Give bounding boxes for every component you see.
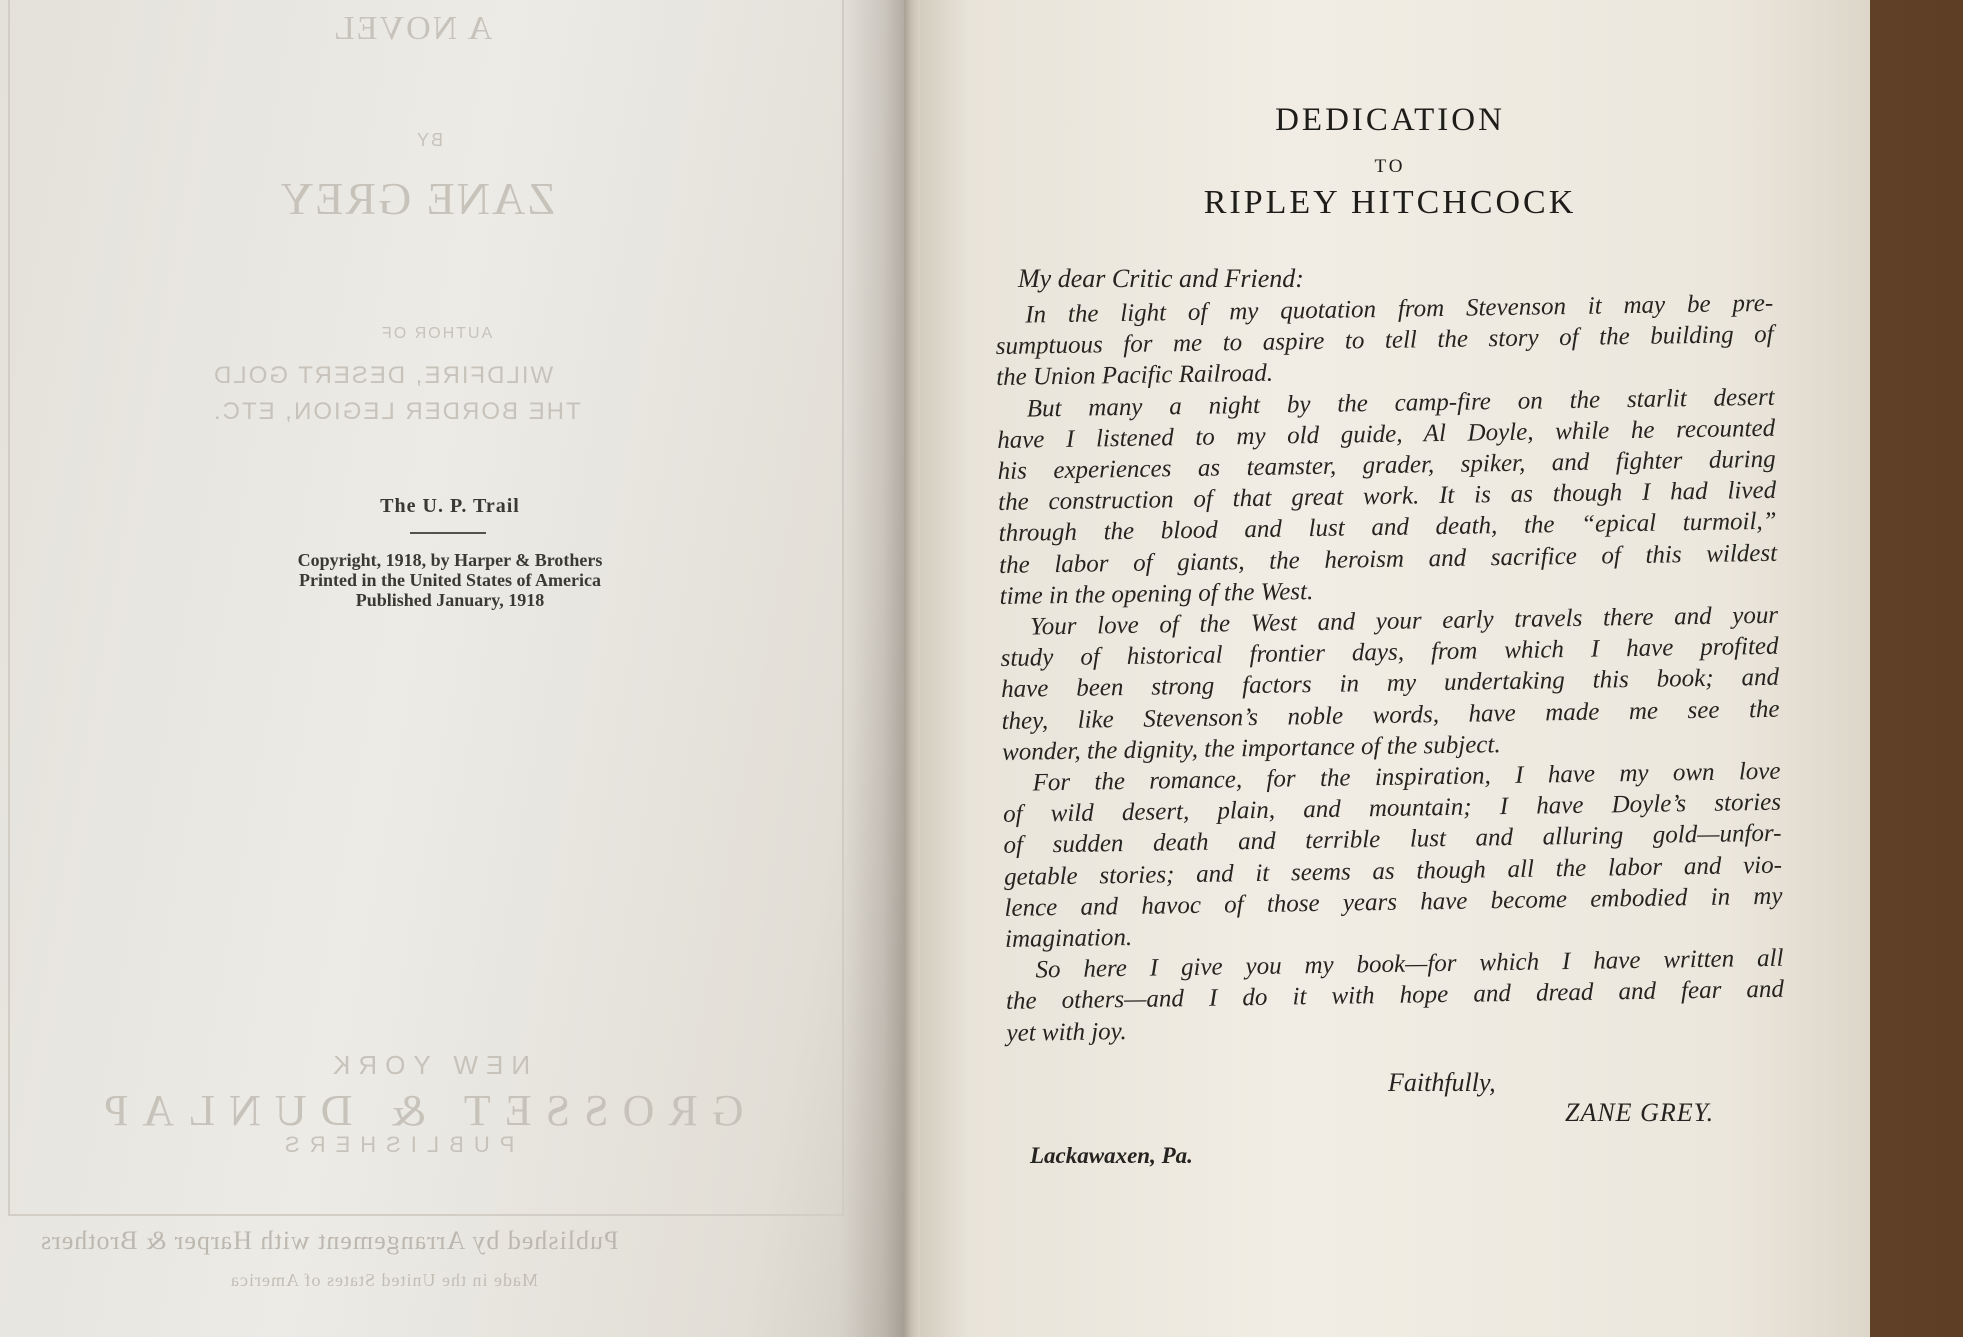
imprint-rule xyxy=(410,532,486,534)
text-line: through the blood and lust and death, the “epical turmoil,” xyxy=(998,508,1777,548)
text-line: time in the opening of the West. xyxy=(999,577,1314,610)
bleed-through-arrangement: Published by Arrangement with Harper & Brothers xyxy=(40,1226,619,1255)
closing: Faithfully, xyxy=(1388,1068,1496,1097)
text-line: For the romance, for the inspiration, I have my own love xyxy=(1032,757,1781,797)
printed-line: Printed in the United States of America xyxy=(299,570,601,590)
text-line: the Union Pacific Railroad. xyxy=(996,360,1274,392)
salutation: My dear Critic and Friend: xyxy=(1018,264,1304,293)
text-line: But many a night by the camp-fire on the starlit desert xyxy=(1026,383,1775,423)
imprint-title: The U. P. Trail xyxy=(380,495,520,517)
text-line: Your love of the West and your early travels there and your xyxy=(1029,601,1779,641)
bleed-through-author-of: AUTHOR OF xyxy=(380,325,493,342)
bleed-through-by: BY xyxy=(415,130,444,150)
text-line: the labor of giants, the heroism and sacrifice of this wildest xyxy=(998,539,1778,579)
bleed-through-novel: A NOVEL xyxy=(332,10,493,47)
bleed-through-made-in: Made in the United States of America xyxy=(230,1270,538,1290)
published-line: Published January, 1918 xyxy=(355,590,545,610)
place-line: Lackawaxen, Pa. xyxy=(1030,1143,1193,1168)
text-line: wonder, the dignity, the importance of the subject. xyxy=(1001,730,1501,766)
text-line: So here I give you my book—for which I have written all xyxy=(1035,944,1784,984)
dedicatee-name: RIPLEY HITCHCOCK xyxy=(1203,184,1577,221)
text-line: the others—and I do it with hope and dread and fear and xyxy=(1005,976,1785,1016)
text-line: study of historical frontier days, from which I have profited xyxy=(1000,632,1779,673)
text-line: his experiences as teamster, grader, spiker, and fighter during xyxy=(997,445,1776,485)
bleed-through-publisher: GROSSET & DUNLAP xyxy=(90,1086,744,1135)
dedication-to: TO xyxy=(1374,156,1406,177)
bleed-through-author: ZANE GREY xyxy=(278,173,556,224)
copyright-block xyxy=(200,550,700,610)
text-line: getable stories; and it seems as though all the labor and vio- xyxy=(1003,851,1783,891)
text-line: have been strong factors in my undertaking this book; and xyxy=(1000,664,1780,704)
text-line: lence and havoc of those years have become embodied in my xyxy=(1004,882,1783,922)
left-page xyxy=(0,0,912,1337)
bleed-through-city: NEW YORK xyxy=(325,1050,531,1080)
page-curl-shadow xyxy=(840,0,912,1337)
bleed-through-publishers: PUBLISHERS xyxy=(275,1132,515,1157)
text-line: imagination. xyxy=(1004,923,1133,953)
text-line: of wild desert, plain, and mountain; I have Doyle’s stories xyxy=(1002,788,1782,829)
text-line: yet with joy. xyxy=(1006,1017,1127,1047)
text-line: In the light of my quotation from Stevenson it may be pre- xyxy=(1025,289,1774,329)
copyright-line: Copyright, 1918, by Harper & Brothers xyxy=(297,550,603,570)
signature: ZANE GREY. xyxy=(1565,1098,1715,1127)
text-line: they, like Stevenson’s noble words, have made me see the xyxy=(1001,695,1780,735)
dedication-body xyxy=(995,288,1785,1049)
bleed-through-works-2: THE BORDER LEGION, ETC. xyxy=(212,398,581,425)
bleed-through-works-1: WILDFIRE, DESERT GOLD xyxy=(212,362,554,389)
dedication-heading: DEDICATION xyxy=(1275,102,1505,138)
text-line: have I listened to my old guide, Al Doyle, while he recounted xyxy=(996,414,1776,454)
text-line: the construction of that great work. It is as though I had lived xyxy=(997,476,1777,517)
text-line: sumptuous for me to aspire to tell the story of the building of xyxy=(995,320,1774,361)
text-line: of sudden death and terrible lust and alluring gold—unfor- xyxy=(1003,820,1782,860)
book-gutter xyxy=(904,0,920,1337)
